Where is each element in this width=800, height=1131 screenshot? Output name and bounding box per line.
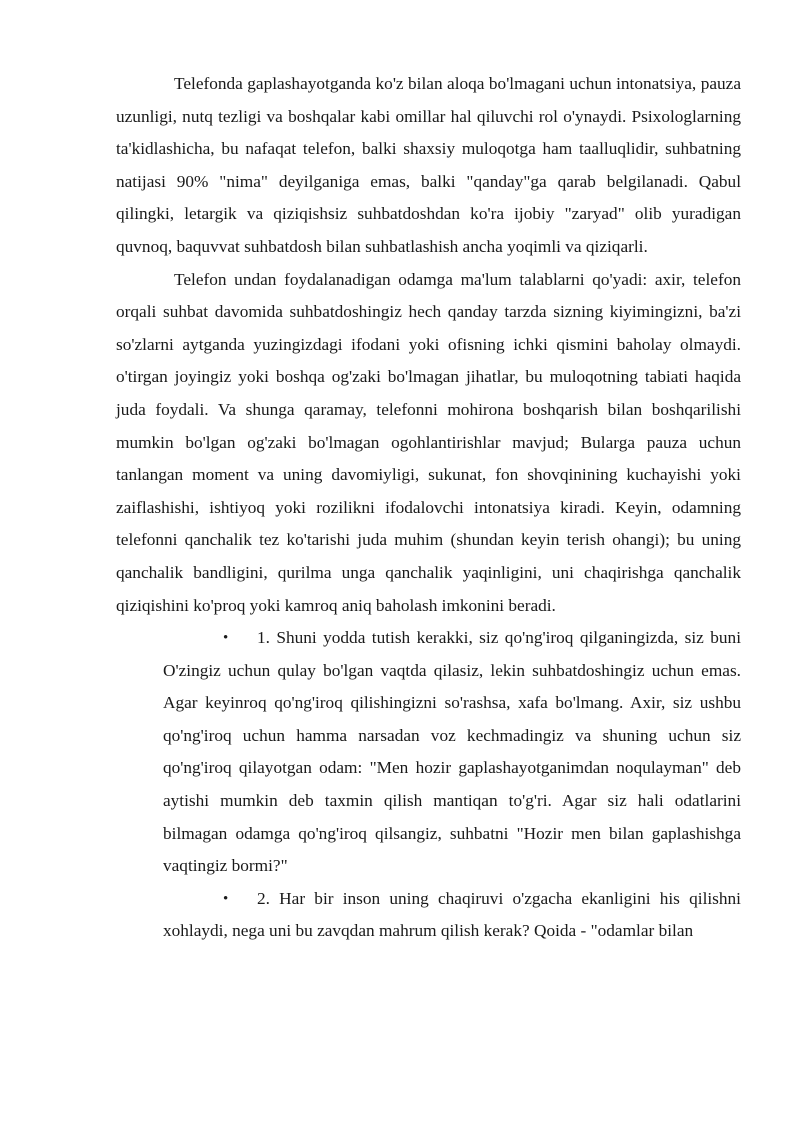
document-page xyxy=(116,68,741,948)
paragraph: Telefonda gaplashayotganda ko'z bilan aloqa bo'lmagani uchun intonatsiya, pauza uzunligi, nutq tezligi va boshqalar kabi omillar hal qiluvchi rol o'ynaydi. Psixologlarning ta'kidlashicha, bu nafaqat telefon, balki shaxsiy muloqotga ham taalluqlidir, suhbatning natijasi 90% "nima" deyilganiga emas, balki "qanday"ga qarab belgilanadi. Qabul qilingki, letargik va qiziqishsiz suhbatdoshdan ko'ra ijobiy "zaryad" olib yuradigan quvnoq, baquvvat suhbatdosh bilan suhbatlashish ancha yoqimli va qiziqarli. xyxy=(116,74,741,256)
list-item-text: 1. Shuni yodda tutish kerakki, siz qo'ng'iroq qilganingizda, siz buni O'zingiz uchun qulay bo'lgan vaqtda qilasiz, lekin suhbatdoshingiz uchun emas. Agar keyinroq qo'ng'iroq qilishingizni so'rashsa, xafa bo'lmang. Axir, siz ushbu qo'ng'iroq uchun hamma narsadan voz kechmadingiz va shuning uchun siz qo'ng'iroq qilayotgan odam: "Men hozir gaplashayotganimdan noqulayman" deb aytishi mumkin deb taxmin qilish mantiqan to'g'ri. Agar siz hali odatlarini bilmagan odamga qo'ng'iroq qilsangiz, suhbatni "Hozir men bilan gaplashishga vaqtingiz bormi?" xyxy=(163,628,741,876)
bullet-icon: • xyxy=(223,630,229,647)
list-item xyxy=(163,622,741,883)
paragraph: Telefon undan foydalanadigan odamga ma'lum talablarni qo'yadi: axir, telefon orqali suhbat davomida suhbatdoshingiz hech qanday tarzda sizning kiyimingizni, ba'zi so'zlarni aytganda yuzingizdagi ifodani yoki ofisning ichki qismini baholay olmaydi. o'tirgan joyingiz yoki boshqa og'zaki bo'lmagan jihatlar, bu muloqotning tabiati haqida juda foydali. Va shunga qaramay, telefonni mohirona boshqarish bilan boshqarilishi mumkin bo'lgan og'zaki bo'lmagan ogohlantirishlar mavjud; Bularga pauza uchun tanlangan moment va uning davomiyligi, sukunat, fon shovqinining kuchayishi yoki zaiflashishi, ishtiyoq yoki rozilikni ifodalovchi intonatsiya kiradi. Keyin, odamning telefonni qanchalik tez ko'tarishi juda muhim (shundan keyin terish ohangi); bu uning qanchalik bandligini, qurilma unga qanchalik yaqinligini, uni chaqirishga qanchalik qiziqishini ko'proq yoki kamroq aniq baholash imkonini beradi. xyxy=(116,269,741,615)
list-item xyxy=(163,883,741,948)
list-item-text: 2. Har bir inson uning chaqiruvi o'zgacha ekanligini his qilishni xohlaydi, nega uni bu zavqdan mahrum qilish kerak? Qoida - "odamlar bilan xyxy=(163,888,741,941)
bullet-icon: • xyxy=(223,890,229,907)
